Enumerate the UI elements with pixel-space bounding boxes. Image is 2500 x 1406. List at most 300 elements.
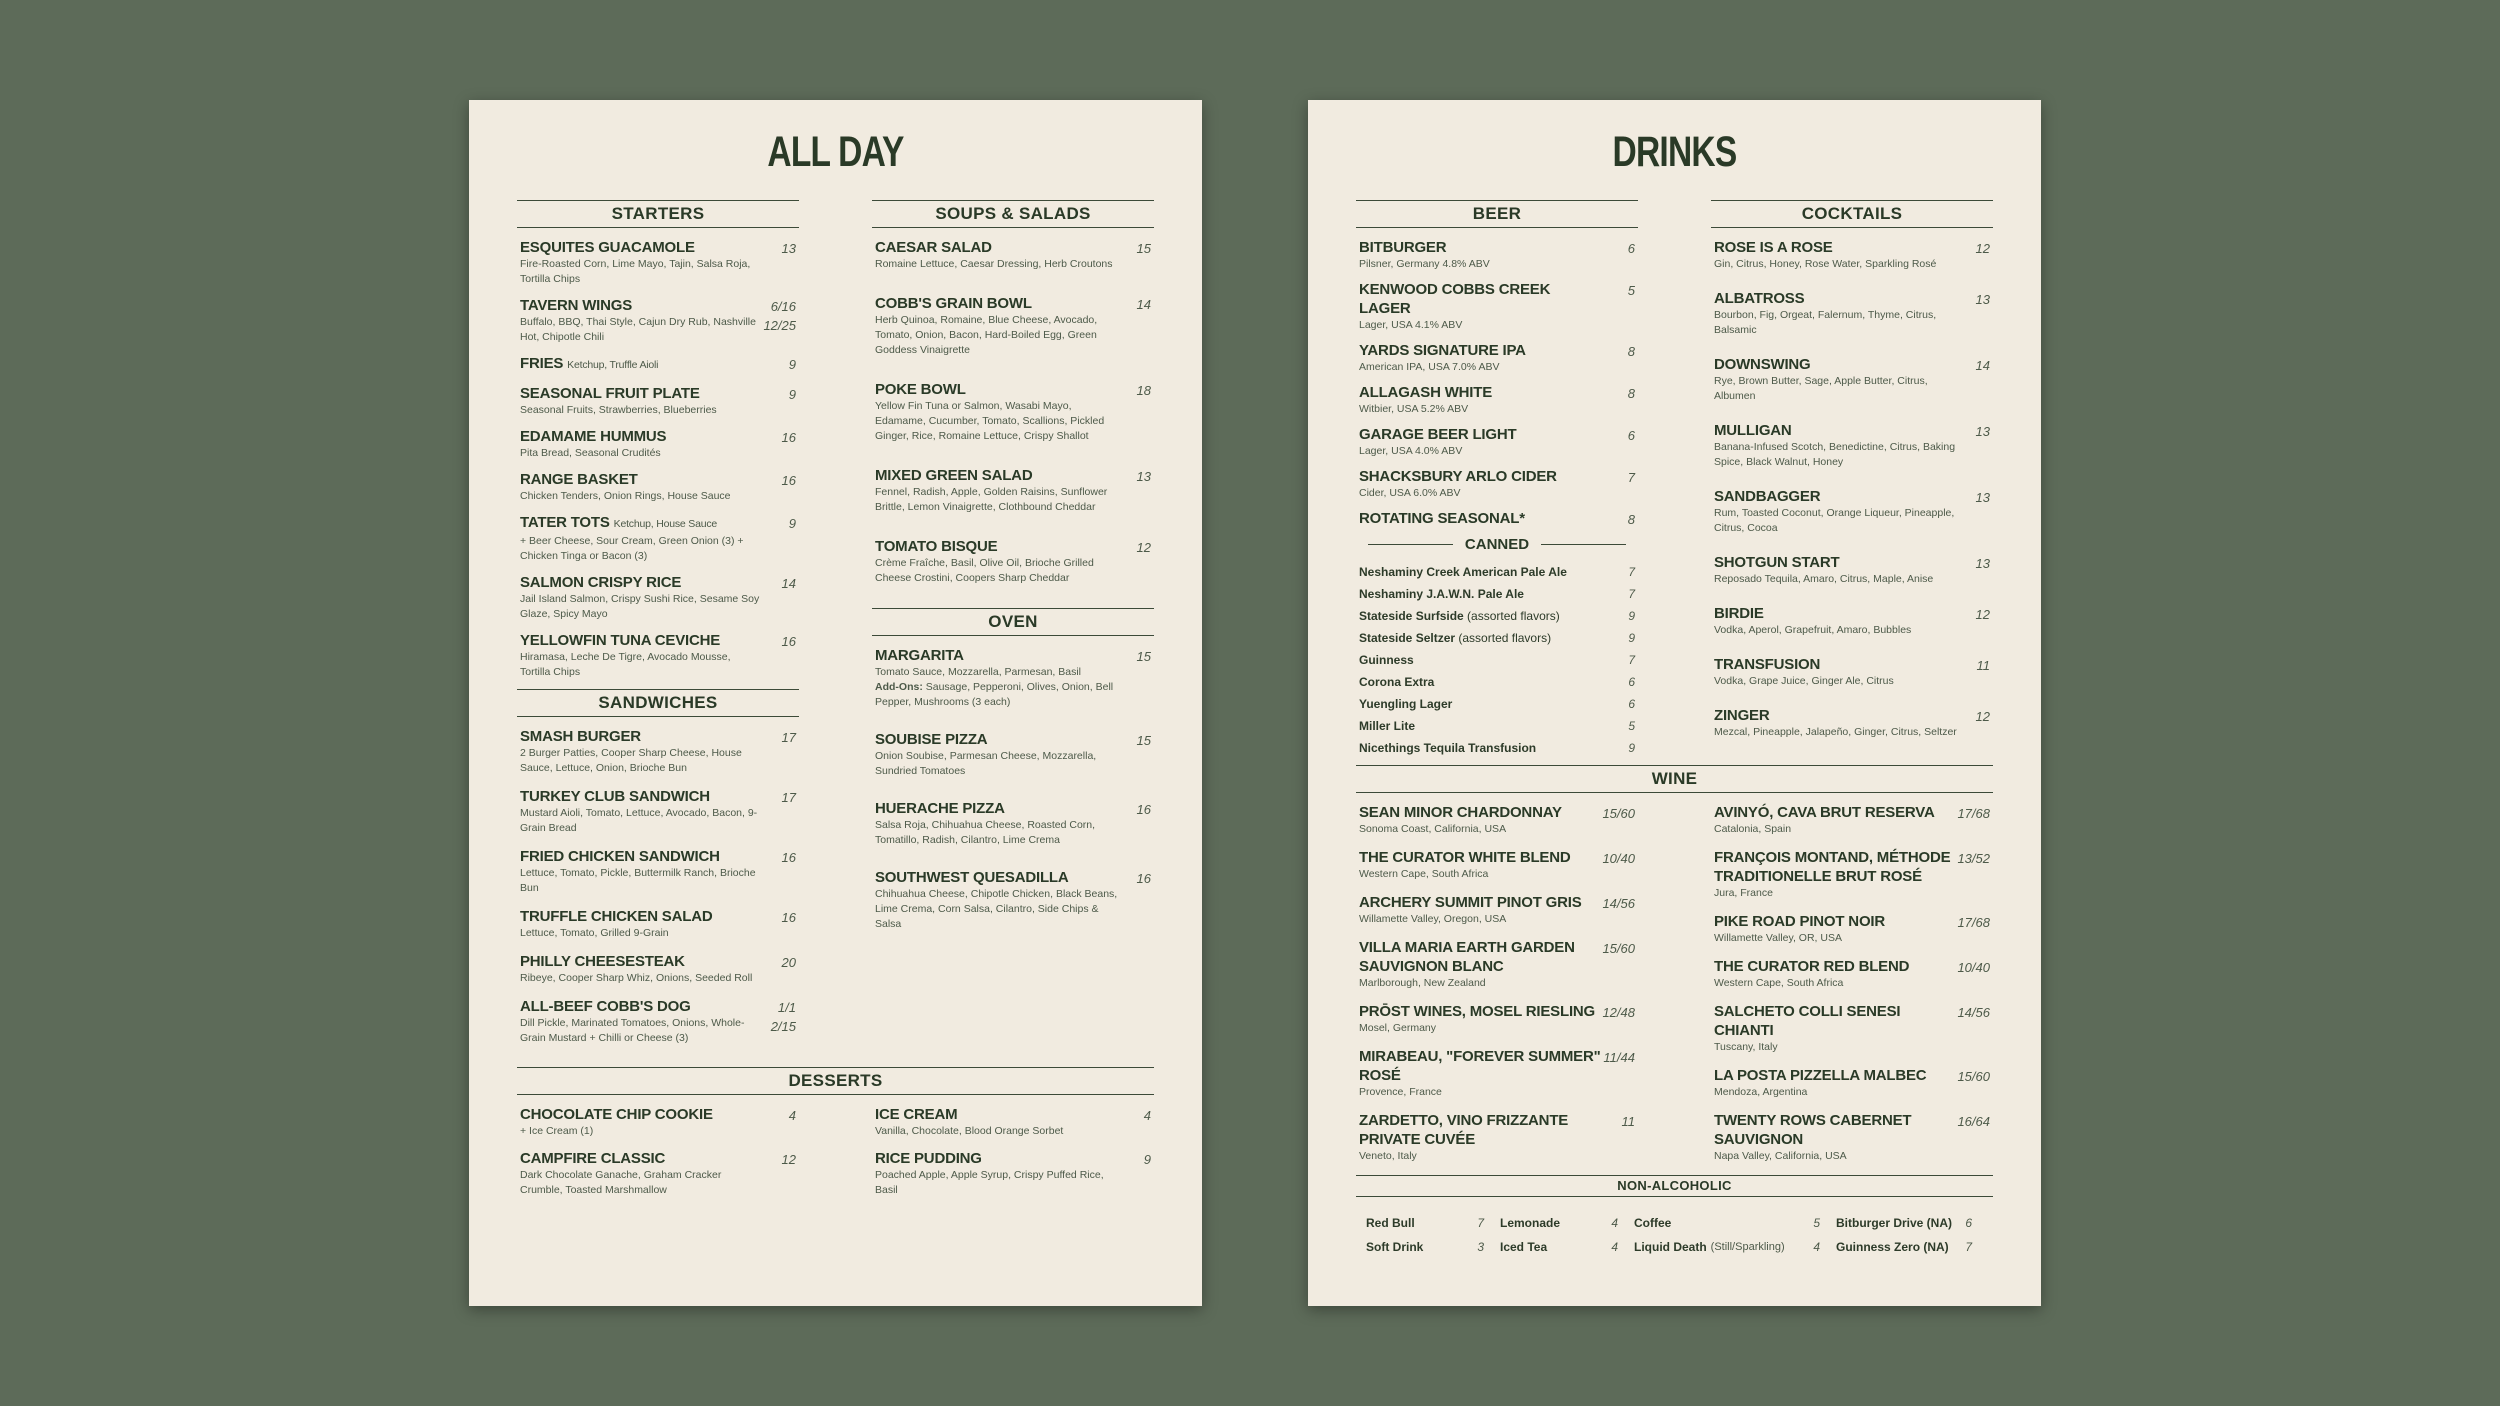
canned-price: 7	[1628, 565, 1635, 579]
price-value: 10/40	[1602, 851, 1635, 866]
item-description: Vanilla, Chocolate, Blood Orange Sorbet	[875, 1125, 1064, 1137]
section-heading: STARTERS	[517, 200, 799, 228]
menu-item	[872, 730, 1154, 779]
item-description: Lettuce, Tomato, Pickle, Buttermilk Ranch, Brioche Bun	[520, 867, 756, 894]
cocktails-section	[1711, 200, 1993, 740]
menu-item	[1356, 509, 1638, 528]
item-name	[1359, 1002, 1602, 1021]
menu-item	[517, 1105, 799, 1139]
menu-item	[1711, 848, 1993, 901]
item-name	[1714, 487, 1957, 506]
item-name-text: FRIED CHICKEN SANDWICH	[520, 848, 720, 865]
item-description: Seasonal Fruits, Strawberries, Blueberries	[520, 404, 717, 416]
section-heading: CANNED	[1356, 536, 1638, 553]
beer-list	[1356, 228, 1638, 528]
canned-name-text: Nicethings Tequila Transfusion	[1359, 741, 1537, 755]
item-description: Herb Quinoa, Romaine, Blue Cheese, Avocado, Tomato, Onion, Bacon, Hard-Boiled Egg, Green Goddess Vinaigrette	[875, 314, 1098, 356]
desserts-list	[517, 1095, 799, 1208]
canned-name	[1359, 561, 1567, 583]
menu-item	[517, 354, 799, 375]
menu-item	[517, 952, 799, 986]
item-description: Vodka, Grape Juice, Ginger Ale, Citrus	[1714, 675, 1894, 687]
menu-item	[1356, 1111, 1638, 1164]
item-description: Onion Soubise, Parmesan Cheese, Mozzarella, Sundried Tomatoes	[875, 750, 1097, 777]
item-name-text: BITBURGER	[1359, 239, 1447, 256]
price-value: 6/16	[770, 299, 796, 314]
item-name-text: CAMPFIRE CLASSIC	[520, 1150, 666, 1167]
item-price	[1628, 239, 1635, 258]
non-alcoholic-item	[1366, 1211, 1500, 1235]
item-name-text: BIRDIE	[1714, 605, 1764, 622]
item-name-text: THE CURATOR RED BLEND	[1714, 958, 1910, 975]
item-name-text: PIKE ROAD PINOT NOIR	[1714, 913, 1886, 930]
wine-list	[1356, 793, 1638, 1175]
item-name	[520, 296, 763, 315]
item-name-text: PHILLY CHEESESTEAK	[520, 953, 685, 970]
item-name-text: THE CURATOR WHITE BLEND	[1359, 849, 1571, 866]
item-name	[875, 294, 1118, 313]
menu-item	[1356, 467, 1638, 501]
price-value: 9	[788, 516, 796, 531]
item-name-text: SHACKSBURY ARLO CIDER	[1359, 468, 1557, 485]
price-value: 13	[781, 241, 796, 256]
item-price	[782, 428, 796, 447]
cocktails-list	[1711, 228, 1993, 740]
canned-name-text: Stateside Surfside	[1359, 609, 1464, 623]
item-name-text: SALCHETO COLLI SENESI CHIANTI	[1714, 1003, 1901, 1039]
price-value: 16	[781, 430, 796, 445]
menu-item	[517, 847, 799, 896]
item-name	[520, 384, 763, 403]
canned-item	[1356, 693, 1638, 715]
price-value: 1/1	[777, 1000, 796, 1015]
desserts-list	[872, 1095, 1154, 1208]
item-addons	[875, 680, 1118, 710]
item-price	[1957, 804, 1990, 823]
price-value: 14/56	[1602, 896, 1635, 911]
item-name-text: ZARDETTO, VINO FRIZZANTE PRIVATE CUVÉE	[1359, 1112, 1569, 1148]
item-name	[1714, 848, 1957, 886]
item-description: Tuscany, Italy	[1714, 1041, 1778, 1053]
menu-item	[1711, 421, 1993, 470]
item-name-text: PRŌST WINES, MOSEL RIESLING	[1359, 1003, 1596, 1020]
item-name	[1359, 938, 1602, 976]
canned-note: (assorted flavors)	[1467, 609, 1560, 623]
item-name-text: TRANSFUSION	[1714, 656, 1821, 673]
item-description: Reposado Tequila, Amaro, Citrus, Maple, Anise	[1714, 573, 1934, 585]
item-name	[875, 799, 1118, 818]
non-alcoholic-section	[1356, 1175, 1993, 1259]
item-price	[1628, 510, 1635, 529]
item-name-text: FRIES	[520, 355, 564, 372]
canned-name-text: Neshaminy Creek American Pale Ale	[1359, 565, 1567, 579]
section-heading: DESSERTS	[517, 1067, 1154, 1095]
item-description: Napa Valley, California, USA	[1714, 1150, 1847, 1162]
item-name-text: MIRABEAU, "FOREVER SUMMER" ROSÉ	[1359, 1048, 1601, 1084]
item-name	[1714, 655, 1957, 674]
section-heading: WINE	[1356, 765, 1993, 793]
menu-item	[872, 868, 1154, 932]
na-price: 7	[1965, 1240, 1972, 1254]
menu-item	[872, 294, 1154, 358]
item-name	[520, 513, 763, 534]
item-name-text: RICE PUDDING	[875, 1150, 982, 1167]
price-value: 14/56	[1957, 1005, 1990, 1020]
item-price	[763, 297, 796, 335]
soups-section	[872, 200, 1154, 586]
item-price	[789, 355, 796, 374]
sandwiches-section	[517, 689, 799, 1046]
item-description: Poached Apple, Apple Syrup, Crispy Puffed Rice, Basil	[875, 1169, 1104, 1196]
item-price	[1628, 426, 1635, 445]
item-price	[782, 953, 796, 972]
item-name	[1359, 425, 1602, 444]
menu-item	[872, 1105, 1154, 1139]
item-name	[520, 354, 763, 375]
item-description: Dark Chocolate Ganache, Graham Cracker Crumble, Toasted Marshmallow	[520, 1169, 722, 1196]
canned-price: 6	[1628, 675, 1635, 689]
canned-item	[1356, 605, 1638, 627]
item-name	[1714, 289, 1957, 308]
canned-name	[1359, 627, 1551, 649]
price-value: 12/25	[763, 318, 796, 333]
item-name-text: YELLOWFIN TUNA CEVICHE	[520, 632, 721, 649]
item-price	[789, 385, 796, 404]
item-price	[782, 908, 796, 927]
menu-item	[1356, 341, 1638, 375]
item-price	[1602, 1003, 1635, 1022]
left-column	[1356, 182, 1638, 759]
price-value: 14	[781, 576, 796, 591]
item-price	[771, 998, 796, 1036]
item-description: Lager, USA 4.0% ABV	[1359, 445, 1463, 457]
menu-item	[1711, 355, 1993, 404]
na-name: Coffee	[1634, 1216, 1672, 1230]
item-name	[1714, 1111, 1957, 1149]
item-price	[1628, 342, 1635, 361]
section-heading: COCKTAILS	[1711, 200, 1993, 228]
menu-item	[1356, 238, 1638, 272]
item-name-text: MULLIGAN	[1714, 422, 1792, 439]
na-name: Soft Drink	[1366, 1240, 1424, 1254]
price-value: 9	[788, 387, 796, 402]
item-price	[1628, 384, 1635, 403]
na-price: 3	[1477, 1240, 1484, 1254]
menu-item	[517, 907, 799, 941]
item-price	[1628, 281, 1635, 300]
non-alcoholic-list	[1356, 1197, 1993, 1259]
item-description: Salsa Roja, Chihuahua Cheese, Roasted Corn, Tomatillo, Radish, Cilantro, Lime Crema	[875, 819, 1096, 846]
item-name-text: KENWOOD COBBS CREEK LAGER	[1359, 281, 1551, 317]
canned-name-text: Stateside Seltzer	[1359, 631, 1456, 645]
item-description: Hiramasa, Leche De Tigre, Avocado Mousse, Tortilla Chips	[520, 651, 731, 678]
item-description: Sonoma Coast, California, USA	[1359, 823, 1507, 835]
menu-item	[1356, 280, 1638, 333]
price-value: 15	[1136, 649, 1151, 664]
item-description: Jura, France	[1714, 887, 1773, 899]
non-alcoholic-item	[1836, 1211, 1988, 1235]
price-value: 16	[1136, 802, 1151, 817]
item-price	[782, 1150, 796, 1169]
item-name	[520, 787, 763, 806]
item-name-text: ALBATROSS	[1714, 290, 1805, 307]
price-value: 13	[1975, 424, 1990, 439]
menu-item	[517, 997, 799, 1046]
menu-item	[517, 573, 799, 622]
addons-label: Add-Ons:	[875, 681, 923, 693]
item-name	[875, 868, 1118, 887]
item-description: Lager, USA 4.1% ABV	[1359, 319, 1463, 331]
price-value: 12	[1975, 709, 1990, 724]
item-price	[1137, 800, 1151, 819]
menu-item	[872, 799, 1154, 848]
price-value: 14	[1136, 297, 1151, 312]
item-description: Banana-Infused Scotch, Benedictine, Citrus, Baking Spice, Black Walnut, Honey	[1714, 441, 1956, 468]
menu-item	[1711, 803, 1993, 837]
item-name-text: POKE BOWL	[875, 381, 966, 398]
menu-item	[872, 537, 1154, 586]
menu-item	[517, 1149, 799, 1198]
price-value: 15/60	[1957, 1069, 1990, 1084]
item-name	[520, 907, 763, 926]
item-name-text: ALL-BEEF COBB'S DOG	[520, 998, 691, 1015]
item-name-text: ROTATING SEASONAL*	[1359, 510, 1525, 527]
item-description: Veneto, Italy	[1359, 1150, 1417, 1162]
na-name: Red Bull	[1366, 1216, 1415, 1230]
item-name	[1714, 803, 1957, 822]
item-name-text: GARAGE BEER LIGHT	[1359, 426, 1517, 443]
non-alcoholic-item	[1500, 1235, 1634, 1259]
item-name-text: SANDBAGGER	[1714, 488, 1821, 505]
item-name-text: TATER TOTS	[520, 514, 610, 531]
menu-item	[1711, 706, 1993, 740]
item-name	[520, 631, 763, 650]
item-price	[1602, 804, 1635, 823]
item-price	[1602, 939, 1635, 958]
item-name	[520, 847, 763, 866]
item-name-text: SEAN MINOR CHARDONNAY	[1359, 804, 1562, 821]
menu-item	[1356, 425, 1638, 459]
menu-item	[1711, 487, 1993, 536]
menu-item	[517, 384, 799, 418]
section-heading: OVEN	[872, 608, 1154, 636]
item-name	[1359, 341, 1602, 360]
price-value: 16	[781, 634, 796, 649]
price-value: 15/60	[1602, 941, 1635, 956]
item-name	[1359, 238, 1602, 257]
item-name-text: DOWNSWING	[1714, 356, 1811, 373]
item-price	[1957, 849, 1990, 868]
item-description: 2 Burger Patties, Cooper Sharp Cheese, House Sauce, Lettuce, Onion, Brioche Bun	[520, 747, 742, 774]
item-price	[782, 239, 796, 258]
price-value: 16	[1136, 871, 1151, 886]
item-description: + Ice Cream (1)	[520, 1125, 594, 1137]
item-description: Provence, France	[1359, 1086, 1442, 1098]
canned-price: 9	[1628, 741, 1635, 755]
item-description: Mosel, Germany	[1359, 1022, 1437, 1034]
menu-item	[1356, 1002, 1638, 1036]
item-name	[1359, 383, 1602, 402]
page-title: ALL DAY	[767, 128, 904, 176]
item-name-text: EDAMAME HUMMUS	[520, 428, 667, 445]
canned-name	[1359, 671, 1434, 693]
item-price	[1976, 488, 1990, 507]
price-value: 16/64	[1957, 1114, 1990, 1129]
price-value: 4	[788, 1108, 796, 1123]
item-name-text: RANGE BASKET	[520, 471, 638, 488]
item-name	[1714, 706, 1957, 725]
item-description: Western Cape, South Africa	[1714, 977, 1844, 989]
item-description: Yellow Fin Tuna or Salmon, Wasabi Mayo, Edamame, Cucumber, Tomato, Scallions, Pickled Ginger, Rice, Romaine Lettuce, Crispy Shallot	[875, 400, 1105, 442]
item-description: Bourbon, Fig, Orgeat, Falernum, Thyme, Citrus, Balsamic	[1714, 309, 1937, 336]
item-name	[875, 238, 1118, 257]
item-price	[789, 1106, 796, 1125]
item-name-text: SOUBISE PIZZA	[875, 731, 988, 748]
canned-name	[1359, 605, 1560, 627]
price-value: 15	[1136, 733, 1151, 748]
item-description: Mendoza, Argentina	[1714, 1086, 1808, 1098]
item-name-text: TURKEY CLUB SANDWICH	[520, 788, 710, 805]
item-price	[1976, 290, 1990, 309]
item-name-text: COBB'S GRAIN BOWL	[875, 295, 1032, 312]
item-price	[1137, 538, 1151, 557]
item-name	[520, 238, 763, 257]
price-value: 9	[1143, 1152, 1151, 1167]
item-name-text: ESQUITES GUACAMOLE	[520, 239, 695, 256]
menu-item	[1711, 1111, 1993, 1164]
item-price	[1957, 1003, 1990, 1022]
menu-item	[1711, 1066, 1993, 1100]
price-value: 9	[788, 357, 796, 372]
menu-item	[1711, 912, 1993, 946]
item-description: Rye, Brown Butter, Sage, Apple Butter, Citrus, Albumen	[1714, 375, 1928, 402]
item-description: + Beer Cheese, Sour Cream, Green Onion (3) + Chicken Tinga or Bacon (3)	[520, 535, 744, 562]
menu-item	[1711, 655, 1993, 689]
item-description: Willamette Valley, OR, USA	[1714, 932, 1842, 944]
menu-item	[872, 466, 1154, 515]
page-title: DRINKS	[1612, 128, 1737, 176]
na-price: 4	[1611, 1240, 1618, 1254]
canned-item	[1356, 627, 1638, 649]
na-price: 5	[1813, 1216, 1820, 1230]
item-name	[520, 573, 763, 592]
item-description: Pita Bread, Seasonal Crudités	[520, 447, 661, 459]
item-price	[1137, 647, 1151, 666]
item-name-text: TAVERN WINGS	[520, 297, 633, 314]
item-name	[1359, 848, 1602, 867]
menu-item	[1356, 938, 1638, 991]
item-description: Ribeye, Cooper Sharp Whiz, Onions, Seeded Roll	[520, 972, 753, 984]
price-value: 13	[1975, 490, 1990, 505]
item-price	[1602, 894, 1635, 913]
item-name	[1359, 467, 1602, 486]
canned-item	[1356, 671, 1638, 693]
canned-note: (assorted flavors)	[1458, 631, 1552, 645]
item-price	[789, 514, 796, 533]
canned-item	[1356, 715, 1638, 737]
price-value: 12	[1136, 540, 1151, 555]
canned-price: 6	[1628, 697, 1635, 711]
item-description: Fennel, Radish, Apple, Golden Raisins, Sunflower Brittle, Lemon Vinaigrette, Clothbound Cheddar	[875, 486, 1108, 513]
addons-text: Sausage, Pepperoni, Olives, Onion, Bell Pepper, Mushrooms (3 each)	[875, 681, 1114, 708]
item-name-text: ROSE IS A ROSE	[1714, 239, 1833, 256]
item-name	[875, 1105, 1118, 1124]
section-heading: NON-ALCOHOLIC	[1356, 1175, 1993, 1197]
item-description: Fire-Roasted Corn, Lime Mayo, Tajin, Salsa Roja, Tortilla Chips	[520, 258, 751, 285]
item-name-text: CAESAR SALAD	[875, 239, 992, 256]
canned-name	[1359, 693, 1452, 715]
item-price	[1628, 468, 1635, 487]
item-price	[1976, 605, 1990, 624]
canned-price: 7	[1628, 587, 1635, 601]
price-value: 10/40	[1957, 960, 1990, 975]
menu-item	[517, 727, 799, 776]
item-description: Chicken Tenders, Onion Rings, House Sauce	[520, 490, 731, 502]
item-price	[1603, 1048, 1635, 1067]
section-heading: SANDWICHES	[517, 689, 799, 717]
price-value: 11	[1621, 1114, 1635, 1129]
starters-section	[517, 200, 799, 680]
price-value: 8	[1627, 344, 1635, 359]
item-description: Willamette Valley, Oregon, USA	[1359, 913, 1507, 925]
canned-item	[1356, 737, 1638, 759]
item-price	[1622, 1112, 1636, 1131]
item-price	[782, 788, 796, 807]
canned-price: 7	[1628, 653, 1635, 667]
item-description: Dill Pickle, Marinated Tomatoes, Onions, Whole-Grain Mustard + Chilli or Cheese (3)	[520, 1017, 745, 1044]
item-price	[1976, 422, 1990, 441]
item-description: Mezcal, Pineapple, Jalapeño, Ginger, Citrus, Seltzer	[1714, 726, 1957, 738]
canned-name	[1359, 649, 1414, 671]
right-column	[872, 182, 1154, 1057]
item-name	[875, 466, 1118, 485]
price-value: 13/52	[1957, 851, 1990, 866]
item-price	[1137, 731, 1151, 750]
item-price	[1137, 467, 1151, 486]
price-value: 17/68	[1957, 915, 1990, 930]
na-name: Lemonade	[1500, 1216, 1561, 1230]
price-value: 13	[1975, 292, 1990, 307]
price-value: 11	[1976, 658, 1990, 673]
price-value: 18	[1136, 383, 1151, 398]
menu-item	[872, 380, 1154, 444]
price-value: 6	[1627, 241, 1635, 256]
right-column	[1711, 182, 1993, 759]
item-name	[875, 1149, 1118, 1168]
price-value: 12	[1975, 607, 1990, 622]
menu-item	[1711, 289, 1993, 338]
item-name-text: ARCHERY SUMMIT PINOT GRIS	[1359, 894, 1582, 911]
item-name-text: SMASH BURGER	[520, 728, 641, 745]
item-price	[1137, 381, 1151, 400]
menu-item	[517, 470, 799, 504]
item-name-text: AVINYÓ, CAVA BRUT RESERVA	[1714, 804, 1935, 821]
item-name	[875, 730, 1118, 749]
price-value: 20	[781, 955, 796, 970]
price-value: 12	[781, 1152, 796, 1167]
item-description: Pilsner, Germany 4.8% ABV	[1359, 258, 1490, 270]
price-value: 16	[781, 473, 796, 488]
canned-name	[1359, 583, 1524, 605]
item-price	[1144, 1150, 1151, 1169]
na-name: Bitburger Drive (NA)	[1836, 1216, 1953, 1230]
price-value: 17	[781, 790, 796, 805]
non-alcoholic-item	[1500, 1211, 1634, 1235]
price-value: 13	[1975, 556, 1990, 571]
item-price	[1144, 1106, 1151, 1125]
canned-name	[1359, 737, 1536, 759]
item-name-text: SEASONAL FRUIT PLATE	[520, 385, 700, 402]
